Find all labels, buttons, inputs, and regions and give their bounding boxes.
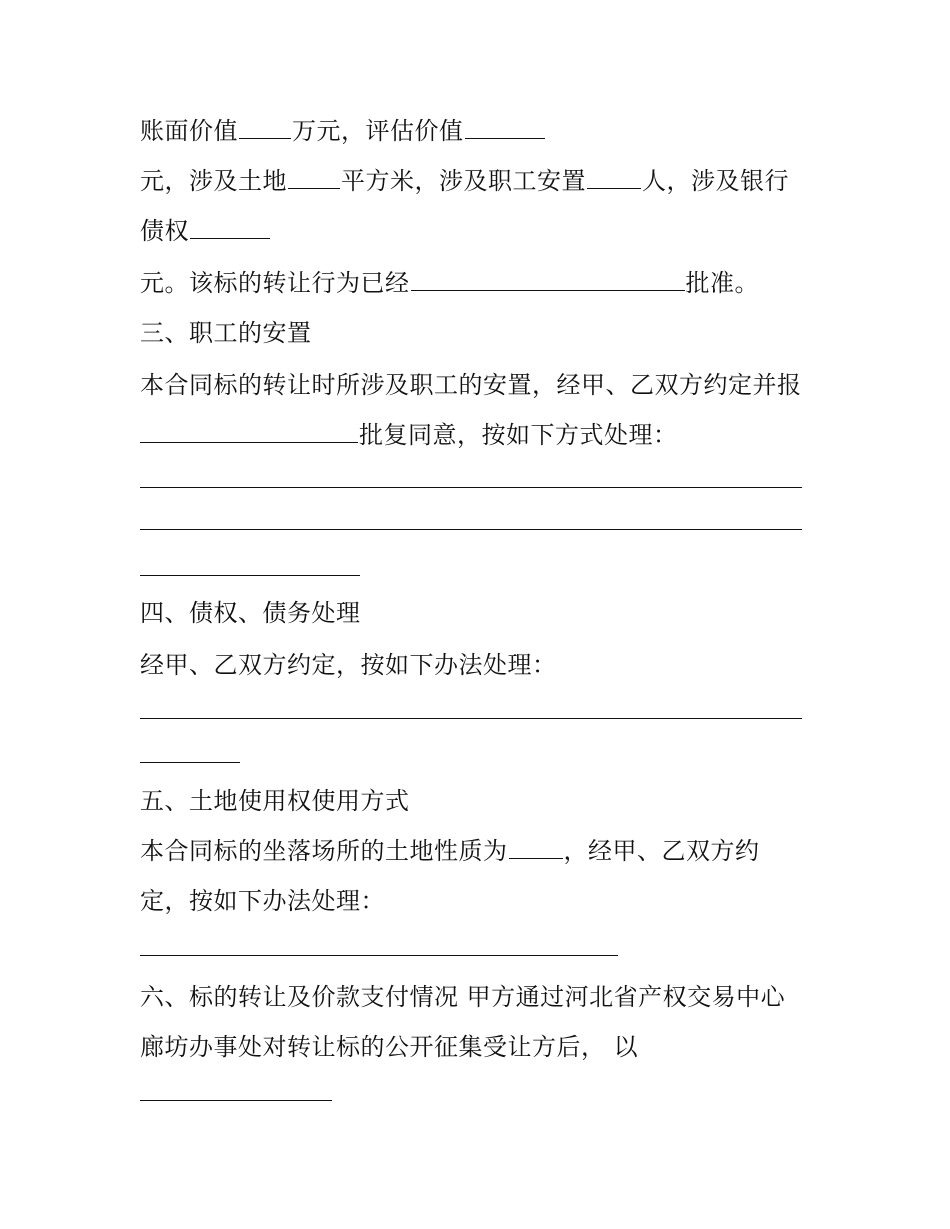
blank-line <box>140 762 240 763</box>
section-heading: 六、标的转让及价款支付情况 甲方通过河北省产权交易中心 <box>140 983 786 1011</box>
text-fragment: 批复同意，按如下方式处理： <box>359 421 678 449</box>
text-fragment: 批准。 <box>685 269 759 297</box>
paragraph-line: 本合同标的转让时所涉及职工的安置，经甲、乙双方约定并报 <box>140 371 802 399</box>
fill-in-blank <box>140 420 358 443</box>
fill-in-blank <box>587 166 641 189</box>
text-fragment: 本合同标的坐落场所的土地性质为 <box>140 837 508 865</box>
paragraph-line: 廊坊办事处对转让标的公开征集受让方后， 以 <box>140 1033 639 1061</box>
text-line <box>140 166 789 196</box>
section-heading: 四、债权、债务处理 <box>140 599 361 627</box>
text-line <box>140 420 678 450</box>
text-line <box>140 216 271 246</box>
blank-line <box>140 529 802 530</box>
fill-in-blank <box>465 116 545 139</box>
text-line <box>140 836 760 866</box>
fill-in-blank <box>239 116 291 139</box>
text-fragment: 元。该标的转让行为已经 <box>140 269 410 297</box>
blank-line <box>140 487 802 488</box>
blank-line <box>140 575 360 576</box>
text-line <box>140 268 759 298</box>
text-fragment: 债权 <box>140 217 189 245</box>
text-line <box>140 116 546 146</box>
section-heading: 三、职工的安置 <box>140 319 312 347</box>
fill-in-blank <box>509 836 563 859</box>
blank-line <box>140 718 802 719</box>
text-fragment: ，经甲、乙双方约 <box>563 837 760 865</box>
fill-in-blank <box>411 268 685 291</box>
blank-line <box>140 1100 332 1101</box>
fill-in-blank <box>190 216 270 239</box>
fill-in-blank <box>288 166 340 189</box>
text-fragment: 元，涉及土地 <box>140 167 287 195</box>
text-fragment: 账面价值 <box>140 117 238 145</box>
text-fragment: 人，涉及银行 <box>642 167 789 195</box>
blank-line <box>140 955 618 956</box>
paragraph-line: 定，按如下办法处理： <box>140 887 385 915</box>
section-heading: 五、土地使用权使用方式 <box>140 787 410 815</box>
paragraph-line: 经甲、乙双方约定，按如下办法处理： <box>140 651 557 679</box>
text-fragment: 万元，评估价值 <box>292 117 464 145</box>
text-fragment: 平方米，涉及职工安置 <box>341 167 586 195</box>
